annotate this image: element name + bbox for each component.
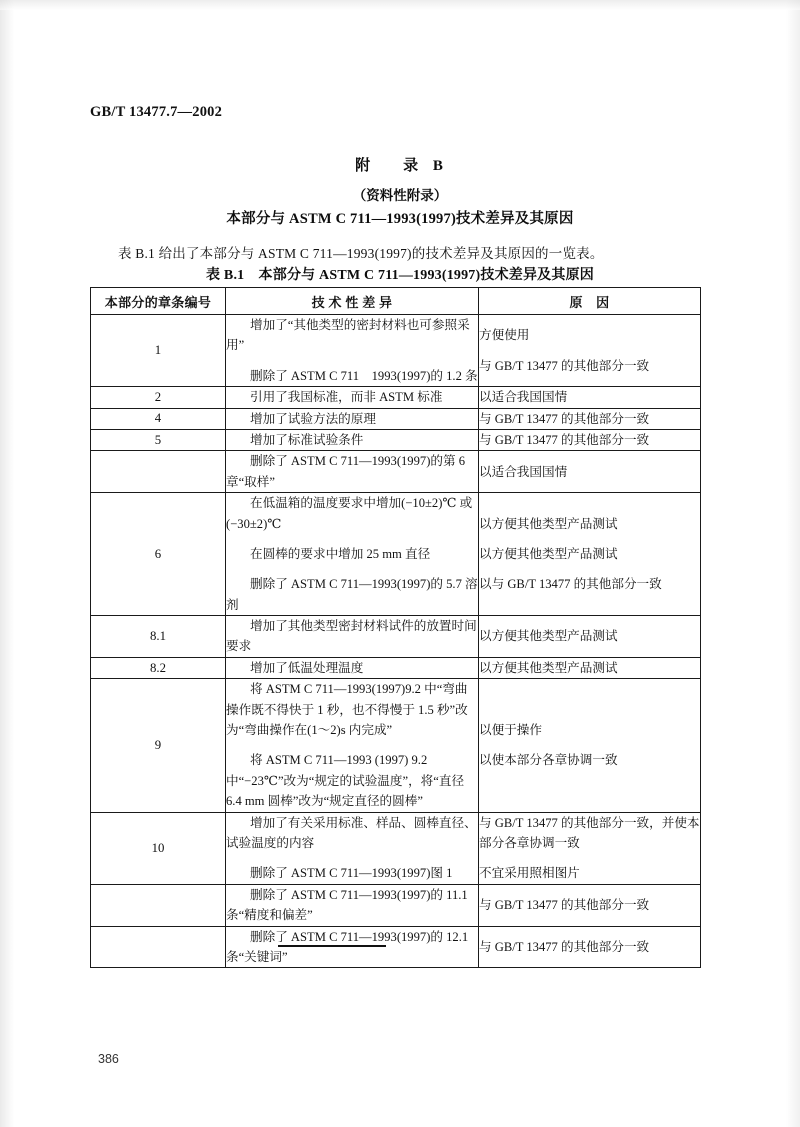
standard-number-header: GB/T 13477.7—2002 xyxy=(90,104,223,120)
table-cell-clause xyxy=(91,451,226,493)
table-cell-difference-paragraph: 将 ASTM C 711—1993(1997)9.2 中“弯曲操作既不得快于 1 秒，也不得慢于 1.5 秒”改为“弯曲操作在(1～2)s 内完成” xyxy=(226,682,468,738)
table-cell-difference xyxy=(226,408,479,429)
table-cell-difference-paragraph: 删除了 ASTM C 711—1993(1997)图 1 xyxy=(250,866,453,881)
table-cell-reason-paragraph: 以便于操作 xyxy=(479,723,542,738)
scan-edge-top xyxy=(0,0,800,10)
table-cell-reason xyxy=(479,315,701,387)
annex-title-label: 附 录 xyxy=(355,158,428,174)
table-row xyxy=(91,387,701,408)
table-cell-difference-paragraph: 删除了 ASTM C 711—1993(1997)的 5.7 溶剂 xyxy=(226,577,478,612)
table-cell-clause: 1 xyxy=(91,315,226,387)
table-cell-reason-paragraph: 以与 GB/T 13477 的其他部分一致 xyxy=(479,577,662,592)
table-row xyxy=(91,451,701,493)
table-cell-clause: 4 xyxy=(91,408,226,429)
table-cell-difference-paragraph: 删除了 ASTM C 711—1993(1997)的第 6 章“取样” xyxy=(226,454,466,489)
table-cell-difference xyxy=(226,812,479,884)
intro-paragraph: 表 B.1 给出了本部分与 ASTM C 711—1993(1997)的技术差异及其原因的一览表。 xyxy=(118,246,604,261)
table-cell-reason xyxy=(479,408,701,429)
table-cell-difference-paragraph: 增加了其他类型密封材料试件的放置时间要求 xyxy=(226,619,477,654)
table-cell-difference-paragraph: 增加了“其他类型的密封材料也可参照采用” xyxy=(226,318,470,353)
table-cell-clause xyxy=(91,884,226,926)
table-cell-reason-paragraph: 与 GB/T 13477 的其他部分一致 xyxy=(479,897,650,912)
table-cell-reason-paragraph: 与 GB/T 13477 的其他部分一致 xyxy=(479,432,650,447)
table-cell-difference-paragraph: 在低温箱的温度要求中增加(−10±2)℃ 或(−30±2)℃ xyxy=(226,496,473,531)
table-cell-difference-paragraph: 删除了 ASTM C 711—1993(1997)的 12.1条“关键词” xyxy=(226,929,469,964)
table-cell-difference xyxy=(226,387,479,408)
annex-title-letter: B xyxy=(432,158,445,174)
table-cell-reason xyxy=(479,451,701,493)
annex-subtitle: （资料性附录） xyxy=(352,188,448,203)
table-cell-reason-paragraph: 以适合我国国情 xyxy=(479,390,568,405)
table-cell-difference-paragraph: 在圆棒的要求中增加 25 mm 直径 xyxy=(250,546,431,561)
table-row xyxy=(91,812,701,884)
table-cell-reason xyxy=(479,884,701,926)
column-header-clause: 本部分的章条编号 xyxy=(91,288,226,315)
table-cell-difference-paragraph: 删除了 ASTM C 711 1993(1997)的 1.2 条 xyxy=(250,368,478,383)
table-cell-difference-paragraph: 将 ASTM C 711—1993 (1997) 9.2 中“−23℃”改为“规定的试验温度”，将“直径 6.4 mm 圆棒”改为“规定直径的圆棒” xyxy=(226,753,465,809)
table-cell-reason xyxy=(479,679,701,812)
table-row xyxy=(91,315,701,387)
table-cell-reason-paragraph: 与 GB/T 13477 的其他部分一致 xyxy=(479,358,650,373)
table-cell-difference xyxy=(226,315,479,387)
table-cell-reason-paragraph: 方便使用 xyxy=(479,328,530,343)
table-cell-reason-paragraph: 以适合我国国情 xyxy=(479,464,568,479)
table-cell-difference-paragraph: 增加了试验方法的原理 xyxy=(250,411,376,426)
table-header-row xyxy=(91,288,701,315)
table-caption: 表 B.1 本部分与 ASTM C 711—1993(1997)技术差异及其原因 xyxy=(206,268,594,283)
table-cell-reason xyxy=(479,493,701,616)
table-cell-reason-paragraph: 不宜采用照相图片 xyxy=(479,866,580,881)
table-cell-difference-paragraph: 增加了有关采用标准、样品、圆棒直径、试验温度的内容 xyxy=(226,815,477,850)
table-row xyxy=(91,679,701,812)
table-cell-clause: 8.1 xyxy=(91,616,226,658)
table-cell-reason xyxy=(479,387,701,408)
annex-title xyxy=(0,154,800,175)
table-cell-reason-paragraph: 以方便其他类型产品测试 xyxy=(479,546,618,561)
table-row xyxy=(91,616,701,658)
table-cell-difference-paragraph: 增加了标准试验条件 xyxy=(250,432,364,447)
table-cell-difference xyxy=(226,679,479,812)
table-cell-reason-paragraph: 与 GB/T 13477 的其他部分一致 xyxy=(479,411,650,426)
table-cell-reason-paragraph: 与 GB/T 13477 的其他部分一致，并使本部分各章协调一致 xyxy=(479,815,700,850)
table-cell-reason xyxy=(479,926,701,968)
table-cell-reason xyxy=(479,657,701,678)
table-cell-clause: 6 xyxy=(91,493,226,616)
column-header-difference: 技 术 性 差 异 xyxy=(226,288,479,315)
table-cell-clause: 2 xyxy=(91,387,226,408)
table-cell-reason xyxy=(479,616,701,658)
column-header-reason: 原 因 xyxy=(479,288,701,315)
table-cell-reason xyxy=(479,429,701,450)
table-row xyxy=(91,429,701,450)
table-cell-reason-paragraph: 以使本部分各章协调一致 xyxy=(479,753,618,768)
table-cell-reason-paragraph: 以方便其他类型产品测试 xyxy=(479,516,618,531)
table-cell-difference xyxy=(226,429,479,450)
table-cell-difference xyxy=(226,451,479,493)
table-cell-reason-paragraph: 以方便其他类型产品测试 xyxy=(479,629,618,644)
table-body xyxy=(91,315,701,968)
table-row xyxy=(91,493,701,616)
table-cell-reason xyxy=(479,812,701,884)
table-row xyxy=(91,926,701,968)
technical-differences-table xyxy=(90,287,701,968)
table-row xyxy=(91,884,701,926)
table-cell-clause xyxy=(91,926,226,968)
table-cell-clause: 8.2 xyxy=(91,657,226,678)
table-cell-difference xyxy=(226,493,479,616)
table-cell-clause: 9 xyxy=(91,679,226,812)
footer-rule xyxy=(278,945,386,947)
table-cell-clause: 5 xyxy=(91,429,226,450)
page-number: 386 xyxy=(98,1052,119,1066)
table-cell-difference xyxy=(226,616,479,658)
table-cell-difference-paragraph: 增加了低温处理温度 xyxy=(250,660,364,675)
table-cell-clause: 10 xyxy=(91,812,226,884)
table-row xyxy=(91,657,701,678)
table-cell-difference-paragraph: 删除了 ASTM C 711—1993(1997)的 11.1条“精度和偏差” xyxy=(226,887,468,923)
table-cell-reason-paragraph: 以方便其他类型产品测试 xyxy=(479,660,618,675)
table-cell-difference xyxy=(226,657,479,678)
annex-heading: 本部分与 ASTM C 711—1993(1997)技术差异及其原因 xyxy=(226,211,574,227)
table-cell-difference-paragraph: 引用了我国标准，而非 ASTM 标准 xyxy=(250,390,443,405)
table-cell-difference xyxy=(226,884,479,926)
table-row xyxy=(91,408,701,429)
table-cell-reason-paragraph: 与 GB/T 13477 的其他部分一致 xyxy=(479,939,650,954)
